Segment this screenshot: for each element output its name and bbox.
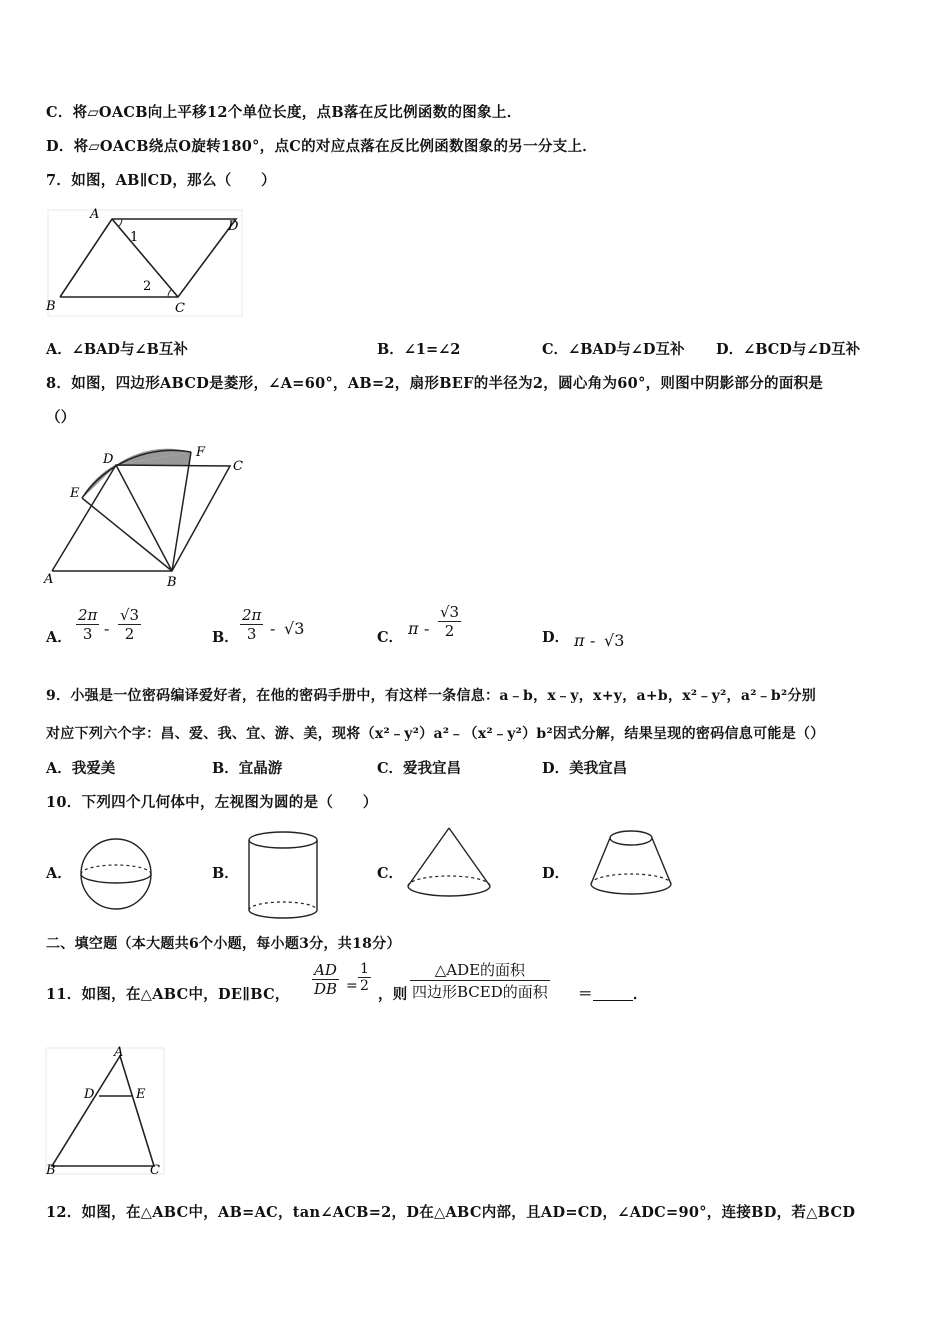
q8-option-a-frac2: $\frac{√3}{2}$ (120, 606, 140, 643)
sphere-figure (76, 836, 156, 912)
q11-label-c: C (150, 1163, 160, 1178)
q8-option-b-minus: - (270, 619, 276, 638)
q6-option-c: C．将▱OACB向上平移12个单位长度，点B落在反比例函数的图象上． (46, 104, 522, 121)
q9-stem-line2: 对应下列六个字：昌、爱、我、宜、游、美，现将（x²﹣y²）a²﹣（x²﹣y²）b²因式分解，结果呈现的密码信息可能是（） (46, 726, 825, 742)
q8-option-c-label: C． (377, 629, 404, 646)
q11-half: $\frac{1}{2}$ (360, 961, 369, 994)
q11-mid: ，则 (378, 986, 408, 1003)
q7-label-a: A (90, 207, 100, 222)
q10-stem: 10．下列四个几何体中，左视图为圆的是（ ） (46, 794, 378, 811)
q11-label-b: B (46, 1163, 56, 1178)
q10-option-c-label: C． (377, 865, 404, 882)
q11-label-e: E (136, 1087, 146, 1102)
q9-option-a: A．我爱美 (46, 760, 116, 777)
q8-label-c: C (233, 459, 243, 474)
q7-angle-1: 1 (130, 230, 139, 245)
q11-answer-blank[interactable] (593, 986, 633, 1001)
q10-option-b-label: B． (212, 865, 239, 882)
q8-option-c-pi: π (408, 619, 419, 638)
q8-option-a-frac1: $\frac{2\pi}{3}$ (78, 606, 98, 643)
q11-answer: ＝ ． (578, 986, 648, 1003)
q9-stem-line1: 9．小强是一位密码编译爱好者，在他的密码手册中，有这样一条信息：a﹣b，x﹣y，x+y，a+b，x²﹣y²，a²﹣b²分别 (46, 688, 817, 704)
q7-option-d: D．∠BCD与∠D互补 (716, 341, 861, 358)
q8-option-b-frac: $\frac{2\pi}{3}$ (242, 606, 262, 643)
q11-prefix: 11．如图，在△ABC中，DE∥BC， (46, 986, 290, 1003)
q11-area-ratio: △ADE的面积 四边形BCED的面积 (412, 961, 548, 1001)
q7-label-c: C (175, 301, 185, 316)
q8-option-a-label: A． (46, 629, 72, 646)
q9-option-c: C．爱我宜昌 (377, 760, 462, 777)
section2-title: 二、填空题（本大题共6个小题，每小题3分，共18分） (46, 936, 401, 952)
q7-option-b: B．∠1=∠2 (377, 341, 461, 358)
q9-option-d: D．美我宜昌 (542, 760, 628, 777)
q8-option-d-label: D． (542, 629, 570, 646)
q8-option-b-sqrt3: √3 (284, 619, 305, 638)
q7-label-b: B (46, 299, 56, 314)
q8-option-c-minus: - (424, 619, 430, 638)
q11-ratio: $\frac{AD}{DB}$ (314, 961, 338, 998)
q10-option-d-label: D． (542, 865, 570, 882)
cone-figure (404, 826, 494, 906)
q8-option-a-minus: - (104, 619, 110, 638)
q8-label-f: F (196, 445, 206, 460)
q11-label-a: A (114, 1045, 124, 1060)
q7-stem: 7．如图，AB∥CD，那么（ ） (46, 172, 276, 189)
q8-label-a: A (44, 572, 54, 587)
q11-equals: = (346, 978, 358, 994)
q7-label-d: D (228, 219, 239, 234)
q8-stem-line2: （） (46, 409, 76, 426)
q8-figure (40, 440, 250, 590)
q8-label-d: D (103, 452, 114, 467)
q7-option-c: C．∠BAD与∠D互补 (542, 341, 685, 358)
frustum-figure (586, 826, 676, 906)
q8-label-b: B (167, 575, 177, 590)
q7-angle-2: 2 (143, 279, 152, 294)
q11-figure (44, 1046, 169, 1176)
q11-label-d: D (84, 1087, 95, 1102)
q8-option-d-pi: π (574, 631, 585, 650)
q8-option-d-minus: - (590, 631, 596, 650)
q8-option-c-frac: $\frac{√3}{2}$ (440, 603, 460, 640)
q9-option-b: B．宜晶游 (212, 760, 283, 777)
q8-stem-line1: 8．如图，四边形ABCD是菱形，∠A=60°，AB=2，扇形BEF的半径为2，圆心角为60°，则图中阴影部分的面积是 (46, 375, 824, 392)
q12-stem: 12．如图，在△ABC中，AB=AC，tan∠ACB=2，D在△ABC内部，且AD=CD，∠ADC=90°，连接BD，若△BCD (46, 1204, 856, 1221)
cylinder-figure (243, 830, 323, 922)
q7-figure (44, 208, 249, 318)
q7-option-a: A．∠BAD与∠B互补 (46, 341, 188, 358)
q6-option-d: D．将▱OACB绕点O旋转180°，点C的对应点落在反比例函数图象的另一分支上． (46, 138, 598, 155)
q8-option-b-label: B． (212, 629, 239, 646)
q10-option-a-label: A． (46, 865, 72, 882)
q8-label-e: E (70, 486, 80, 501)
q8-option-d-sqrt3: √3 (604, 631, 625, 650)
